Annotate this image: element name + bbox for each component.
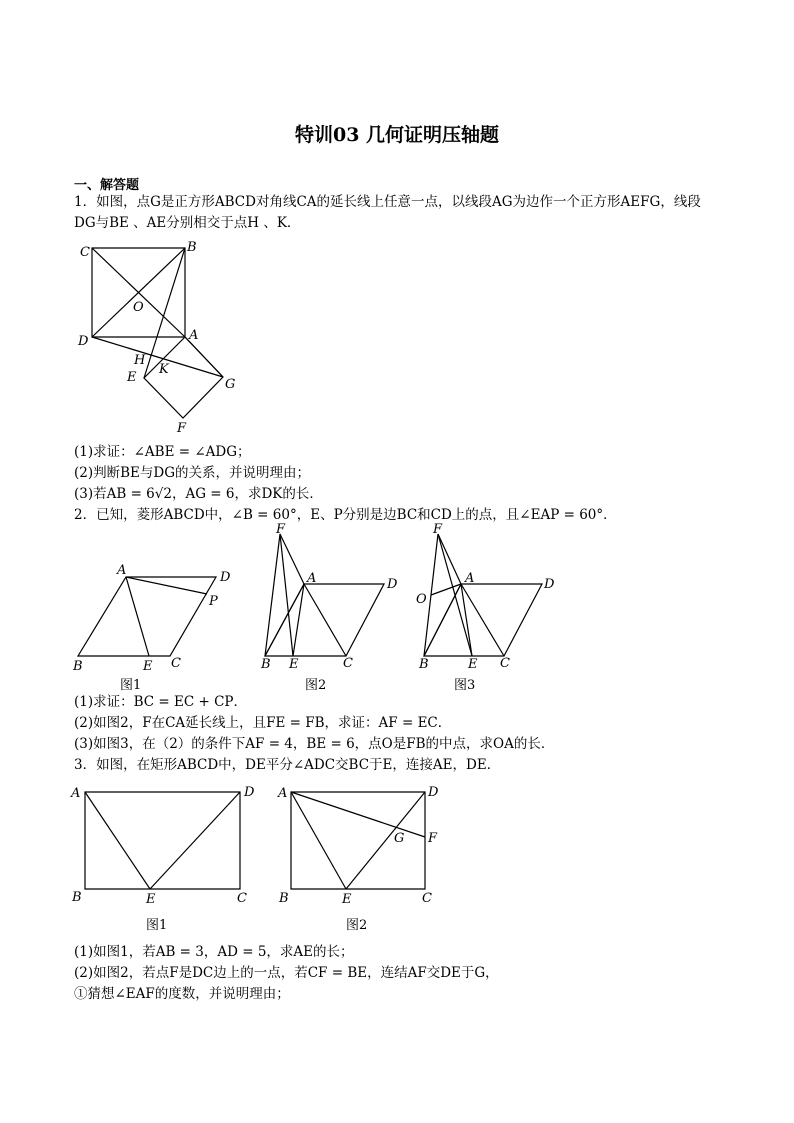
rhombus-abcd <box>78 577 216 656</box>
figure-caption: 图1 <box>120 678 142 693</box>
q3-fig2-label: B <box>279 891 289 906</box>
figure-caption: 图2 <box>346 918 368 933</box>
q1-sub1: (1)求证：∠ABE = ∠ADG； <box>74 444 251 460</box>
q3-fig2-label: D <box>428 785 439 800</box>
q3-fig1-label: C <box>237 891 247 906</box>
segment-ae <box>85 792 150 889</box>
q2-figure-1 <box>70 560 240 690</box>
q3-figure-1 <box>66 780 266 910</box>
figure-caption: 图2 <box>305 678 327 693</box>
q3-fig2-label: F <box>428 831 438 846</box>
fig1-label: E <box>143 659 153 674</box>
segment-ac <box>304 584 346 656</box>
q3-fig1-label: A <box>71 786 81 801</box>
fig1-label: B <box>73 659 83 674</box>
q2-stem: 2．已知，菱形ABCD中，∠B = 60°，E、P分别是边BC和CD上的点，且∠EAP = 60°． <box>74 507 617 523</box>
q3-sub2-part1: ①猜想∠EAF的度数，并说明理由； <box>74 986 290 1002</box>
q3-figure-2 <box>272 780 452 910</box>
q1-label: K <box>159 362 169 377</box>
fig2-label: C <box>343 656 353 671</box>
fig3-label: B <box>419 657 429 672</box>
segment-fa <box>280 534 304 584</box>
q3-fig2-label: A <box>278 786 288 801</box>
segment-ac <box>461 584 504 656</box>
page-title: 特训03 几何证明压轴题 <box>294 124 500 146</box>
segment-ba <box>424 584 461 656</box>
q3-sub2: (2)如图2，若点F是DC边上的一点，若CF = BE，连结AF交DE于G， <box>74 965 499 981</box>
segment-de <box>346 792 425 889</box>
q3-fig2-label: G <box>394 831 405 846</box>
q1-label: A <box>189 328 199 343</box>
segment-ae <box>461 584 472 656</box>
figure-caption: 图3 <box>454 678 476 693</box>
q3-fig1-label: B <box>72 890 82 905</box>
segment-ae <box>126 577 149 656</box>
fig2-label: B <box>261 657 271 672</box>
fig3-label: F <box>433 522 443 537</box>
q1-label: C <box>80 245 90 260</box>
section-heading: 一、解答题 <box>74 178 140 193</box>
rectangle-abcd <box>85 792 240 889</box>
q1-stem-line2: DG与BE 、AE分别相交于点H 、K． <box>74 215 301 231</box>
figure-caption: 图1 <box>146 918 168 933</box>
q3-fig1-label: D <box>244 785 255 800</box>
segment-fb <box>265 534 280 656</box>
fig1-label: P <box>209 594 218 609</box>
fig2-label: A <box>307 571 317 586</box>
segment-af <box>291 792 425 837</box>
q3-fig1-label: E <box>146 892 156 907</box>
q2-sub1: (1)求证：BC = EC + CP． <box>74 694 248 710</box>
q1-label: F <box>177 421 187 436</box>
q1-sub3: (3)若AB = 6√2，AG = 6，求DK的长． <box>74 486 323 502</box>
fig1-label: D <box>220 570 231 585</box>
q1-figure <box>70 236 250 436</box>
fig2-label: F <box>276 522 286 537</box>
q1-label: E <box>127 370 137 385</box>
q2-figure-2 <box>256 522 406 672</box>
q3-sub1: (1)如图1，若AB = 3，AD = 5，求AE的长； <box>74 944 354 960</box>
q1-label: O <box>133 300 144 315</box>
q1-label: B <box>187 240 197 255</box>
q1-label: D <box>78 334 89 349</box>
fig3-label: A <box>465 571 475 586</box>
q3-stem: 3．如图，在矩形ABCD中，DE平分∠ADC交BC于E，连接AE，DE． <box>74 757 501 773</box>
square-aefg <box>144 337 223 418</box>
segment-ae <box>291 792 346 889</box>
q3-fig2-label: C <box>422 891 432 906</box>
q2-sub3: (3)如图3，在（2）的条件下AF = 4，BE = 6，点O是FB的中点，求OA的长． <box>74 736 555 752</box>
q2-figure-3 <box>412 522 562 672</box>
q3-fig2-label: E <box>342 892 352 907</box>
fig3-label: O <box>416 592 427 607</box>
segment-fe <box>280 534 293 656</box>
fig1-label: A <box>117 563 127 578</box>
fig2-label: E <box>289 657 299 672</box>
segment-ap <box>126 577 207 594</box>
fig1-label: C <box>171 656 181 671</box>
q1-label: H <box>134 353 146 368</box>
q1-label: G <box>225 377 236 392</box>
fig2-label: D <box>387 577 398 592</box>
segment-de <box>150 792 240 889</box>
fig3-label: E <box>468 657 478 672</box>
q1-sub2: (2)判断BE与DG的关系，并说明理由； <box>74 465 311 481</box>
q2-sub2: (2)如图2，F在CA延长线上，且FE = FB，求证：AF = EC． <box>74 715 452 731</box>
fig3-label: D <box>544 577 555 592</box>
q1-stem-line1: 1．如图，点G是正方形ABCD对角线CA的延长线上任意一点，以线段AG为边作一个正方形AEFG，线段 <box>74 194 701 210</box>
fig3-label: C <box>500 656 510 671</box>
